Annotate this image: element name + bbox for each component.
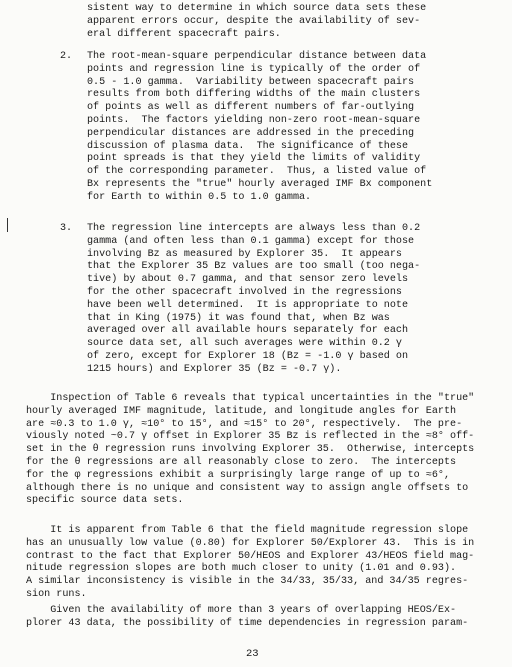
text-line: for the φ regressions exhibit a surprisingly large range of up to ≈6°, <box>26 469 451 481</box>
text-line: Given the availability of more than 3 years of overlapping HEOS/Ex- <box>26 605 457 616</box>
text-line: Bx represents the "true" hourly averaged IMF Bx component <box>87 179 433 190</box>
text-line: It is apparent from Table 6 that the field magnitude regression slope <box>26 525 469 536</box>
text-line: for Earth to within 0.5 to 1.0 gamma. <box>87 191 312 203</box>
text-line: sistent way to determine in which source data sets these <box>87 3 427 14</box>
text-line: tive) by about 0.7 gamma, and that sensor zero levels <box>87 274 409 286</box>
text-line: hourly averaged IMF magnitude, latitude, and longitude angles for Earth <box>26 405 457 417</box>
text-line: points and regression line is typically of the order of <box>87 63 421 75</box>
text-line: apparent errors occur, despite the availability of sev- <box>87 15 421 27</box>
text-line: have been well determined. It is appropriate to note <box>87 299 409 311</box>
text-line: sion runs. <box>26 589 87 600</box>
text-line: nitude regression slopes are both much closer to unity (1.01 and 0.93). <box>26 563 457 575</box>
text-line: perpendicular distances are addressed in the preceding <box>87 127 415 139</box>
text-line: gamma (and often less than 0.1 gamma) except for those <box>87 235 415 247</box>
text-line: discussion of plasma data. The significance of these <box>87 140 409 152</box>
text-line: that in King (1975) it was found that, when Bz was <box>87 312 390 324</box>
text-line: 0.5 - 1.0 gamma. Variability between spacecraft pairs <box>87 76 415 88</box>
text-line: that the Explorer 35 Bz values are too small (too nega- <box>87 261 421 273</box>
text-line: although there is no unique and consistent way to assign angle offsets to <box>26 482 469 494</box>
text-line: The regression line intercepts are always less than 0.2 <box>87 223 421 234</box>
text-line: involving Bz as measured by Explorer 35. It appears <box>87 248 402 260</box>
text-line: set in the θ regression runs involving Explorer 35. Otherwise, intercepts <box>26 444 475 456</box>
text-line: has an unusually low value (0.80) for Explorer 50/Explorer 43. This is in <box>26 537 475 549</box>
text-line: plorer 43 data, the possibility of time dependencies in regression param- <box>26 617 469 629</box>
text-line: of the corresponding parameter. Thus, a listed value of <box>87 166 427 178</box>
margin-mark <box>7 218 8 232</box>
text-line: point spreads is that they yield the limits of validity <box>87 153 421 165</box>
text-line: source data set, all such averages were within 0.2 γ <box>87 338 402 350</box>
text-line: results from both differing widths of the main clusters <box>87 89 421 101</box>
text-line: A similar inconsistency is visible in the 34/33, 35/33, and 34/35 regres- <box>26 576 469 588</box>
text-line: for the θ regressions are all reasonably close to zero. The intercepts <box>26 457 457 468</box>
text-line: specific source data sets. <box>26 495 184 507</box>
text-line: for the other spacecraft involved in the regressions <box>87 287 402 298</box>
text-line: contrast to the fact that Explorer 50/HEOS and Explorer 43/HEOS field mag- <box>26 550 475 562</box>
text-line: 1215 hours) and Explorer 35 (Bz = -0.7 γ). <box>87 363 342 375</box>
page-number: 23 <box>246 648 259 660</box>
text-line: viously noted ~0.7 γ offset in Explorer 35 Bz is reflected in the ≈8° off- <box>26 431 475 443</box>
item-number: 3. <box>60 223 73 234</box>
text-line: averaged over all available hours separately for each <box>87 325 409 337</box>
text-line: are ≈0.3 to 1.0 γ, ≈10° to 15°, and ≈15° to 20°, respectively. The pre- <box>26 418 463 430</box>
text-line: Inspection of Table 6 reveals that typical uncertainties in the "true" <box>26 393 475 404</box>
text-line: The root-mean-square perpendicular distance between data <box>87 51 427 62</box>
item-number: 2. <box>60 51 73 62</box>
text-line: points. The factors yielding non-zero root-mean-square <box>87 115 421 126</box>
text-line: of zero, except for Explorer 18 (Bz = -1.0 γ based on <box>87 351 409 362</box>
text-line: eral different spacecraft pairs. <box>87 28 281 40</box>
text-line: of points as well as different numbers of far-outlying <box>87 102 415 114</box>
